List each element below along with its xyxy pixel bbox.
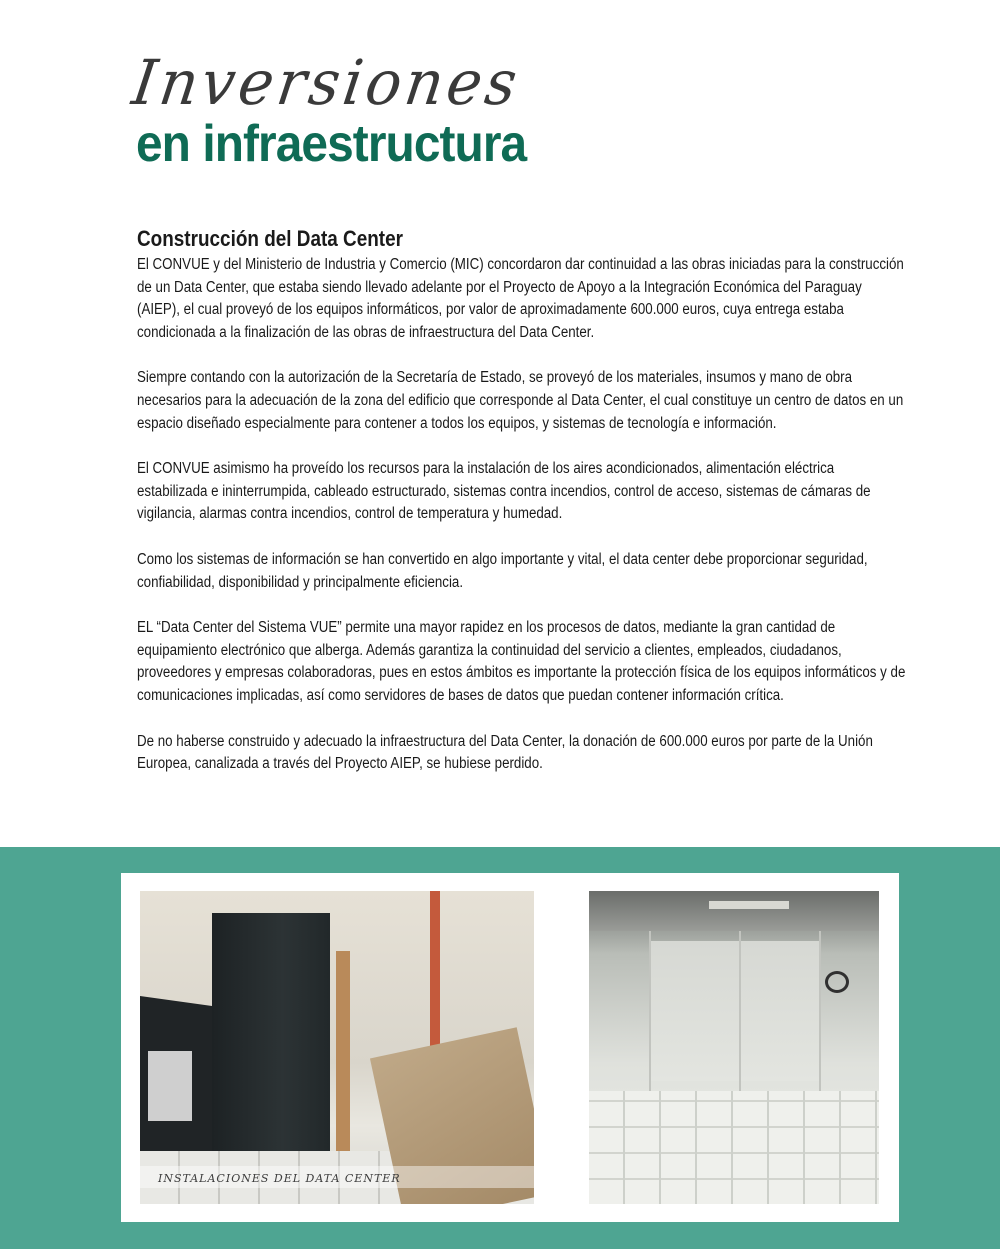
article-section [137,224,907,799]
photo-caption: INSTALACIONES DEL DATA CENTER [158,1172,401,1185]
wooden-board [336,951,350,1151]
paragraph-6: De no haberse construido y adecuado la infraestructura del Data Center, la donación de 600.000 euros por parte de la Unión Europea, canalizada a través del Proyecto AIEP, se hubiese perdido. [137,732,873,773]
cabinet-label [148,1051,192,1121]
paragraph-3: El CONVUE asimismo ha proveído los recursos para la instalación de los aires acondicionados, alimentación eléctrica estabilizada e ininterrumpida, cableado estructurado, sistemas contra incendios, control de acceso, sistemas de cámaras de vigilancia, alarmas contra incendios, control de temperatura y humedad. [137,460,871,523]
back-wall [649,941,819,1081]
raised-floor [589,1091,879,1204]
server-cabinet [212,913,330,1175]
paragraph-1: El CONVUE y del Ministerio de Industria y Comercio (MIC) concordaron dar continuidad a las obras iniciadas para la construcción de un Data Center, que estaba siendo llevado adelante por el Proyecto de Apoyo a la Integración Económica del Paraguay (AIEP), el cual proveyó de los equipos informáticos, por valor de aproximadamente 600.000 euros, cuya entrega estaba condicionada a la finalización de las obras de infraestructura del Data Center. [137,256,904,341]
paragraph-4: Como los sistemas de información se han convertido en algo importante y vital, el data center debe proporcionar seguridad, confiabilidad, disponibilidad y principalmente eficiencia. [137,550,868,591]
ceiling [589,891,879,931]
title-script: Inversiones [128,46,526,119]
paragraphs [137,254,907,776]
photo-empty-room [589,891,879,1204]
section-heading: Construcción del Data Center [137,226,403,251]
paragraph-5: EL “Data Center del Sistema VUE” permite una mayor rapidez en los procesos de datos, mediante la gran cantidad de equipamiento electrónico que alberga. Además garantiza la continuidad del servicio a clientes, empleados, ciudadanos, proveedores y empresas colaboradoras, pues en estos ámbitos es importante la protección física de los equipos informáticos y de comunicaciones implicadas, así como servidores de bases de datos que puedan contener información crítica. [137,619,906,704]
ceiling-light [709,901,789,909]
paragraph-2: Siempre contando con la autorización de la Secretaría de Estado, se proveyó de los materiales, insumos y mano de obra necesarios para la adecuación de la zona del edificio que corresponde al Data Center, el cual constituye un centro de datos en un espacio diseñado especialmente para contener a todos los equipos, y sistemas de tecnología e información. [137,369,904,432]
photo-card [121,873,899,1222]
photo-server-cabinet [140,891,534,1204]
cable-coil [825,971,849,993]
title-bold: en infraestructura [136,115,527,173]
